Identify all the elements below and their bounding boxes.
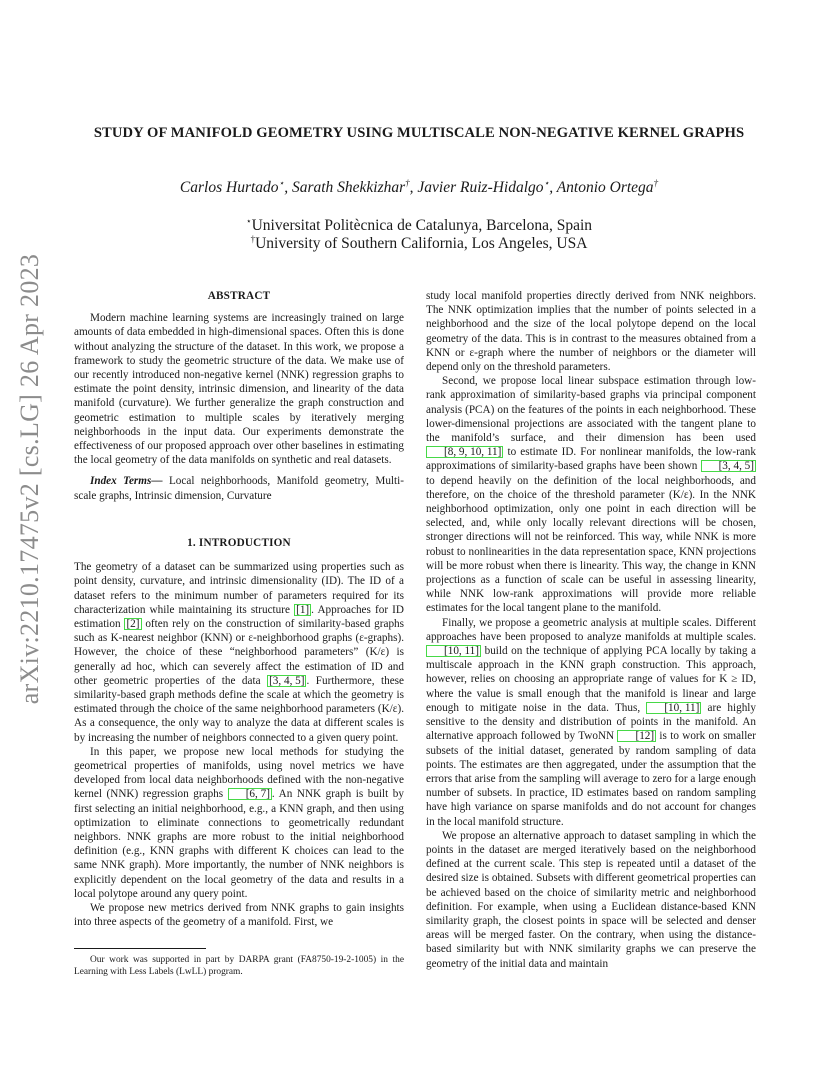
arxiv-stamp: [10, 253, 50, 705]
abstract-heading: ABSTRACT: [207, 290, 271, 302]
index-terms: Index Terms— Local neighborhoods, Manifold geometry, Multi-scale graphs, Intrinsic dimension, Curvature: [74, 475, 404, 502]
author-name: Javier Ruiz-Hidalgo: [417, 179, 544, 197]
paragraph: We propose an alternative approach to dataset sampling in which the points in the dataset are merged iteratively based on the neighborhood defined at the current scale. This step is repeated until a dataset of the desired size is obtained. Subsets with different geometrical properties can be achieved based on the choice of similarity metric and neighborhood definition. For example, when using a Euclidean distance-based KNN similarity graph, the closest points in space will be selected and denser areas will be merged faster. On the contrary, when using the distance-based similarity but with NNK similarity graphs we can preserve the geometry of the initial data and maintain: [426, 829, 756, 970]
section-heading: 1. INTRODUCTION: [187, 537, 291, 549]
citation-link[interactable]: [10, 11]: [426, 645, 481, 657]
citation-link[interactable]: [3, 4, 5]: [701, 460, 756, 472]
paragraph: In this paper, we propose new local methods for studying the geometrical properties of manifolds, using novel metrics we have developed from local data neighborhoods defined with the non-negative kernel (NNK) regression graphs [6, 7] . An NNK graph is built by first selecting an initial neighborhood, e.g., a KNN graph, and then using optimization to eliminate connections to geometrically redundant neighbors. NNK graphs are more robust to the initial neighborhood definition (e.g., KNN graphs with different K choices can lead to the same NNK graph). More importantly, the number of NNK neighbors is explicitly dependent on the local geometry of the data and results in a local polytope around any query point.: [74, 745, 404, 900]
footnote-rule: [74, 948, 206, 949]
citation-link[interactable]: [1]: [296, 603, 310, 616]
author-name: Sarath Shekkizhar: [291, 179, 406, 197]
citation-link[interactable]: [10, 11]: [646, 702, 701, 714]
citation-link[interactable]: [6, 7]: [228, 788, 272, 800]
citation-link[interactable]: [2]: [126, 618, 140, 631]
citation-link[interactable]: [3, 4, 5]: [269, 674, 305, 687]
paragraph: Second, we propose local linear subspace estimation through low-rank approximation of similarity-based graphs via principal component analysis (PCA) on the features of the points in each neighborhood. These lower-dimensional projections are associated with the tangent plane to the manifold’s surface, and their dimension has been used [8, 9, 10, 11] to estimate ID. For nonlinear manifolds, the low-rank approximations of similarity-based graphs have been shown [3, 4, 5] to depend heavily on the definition of the local neighborhoods, and therefore, on the choice of the threshold parameter (K/ε). In the NNK neighborhood optimization, only one point in each direction will be selected, and, while only locally relevant directions will be chosen, stronger directions will not be reinforced. This way, while NNK is more robust to nonlinearities in the data representation space, KNN projections will be more robust when there is linearity. This way, the change in KNN projections as a function of scale can be useful in assessing linearity, while NNK low-rank approximations will provide more reliable estimates for the local tangent plane to the manifold.: [426, 375, 756, 615]
footnote: Our work was supported in part by DARPA grant (FA8750-19-2-1005) in the Learning with Less Labels (LwLL) program.: [74, 955, 404, 977]
paragraph: The geometry of a dataset can be summarized using properties such as point density, curvature, and intrinsic dimensionality (ID). The ID of a dataset refers to the minimum number of parameters required for its characterization while maintaining its structure [1] . Approaches for ID estimation [2] often rely on the construction of similarity-based graphs such as K-nearest neighbor (KNN) or ε-neighborhood graphs (ε-graphs). However, the choice of these “neighborhood parameters” (K/ε) is generally ad hoc, which can severely affect the estimation of ID and other geometric properties of the data [3, 4, 5] . Furthermore, these similarity-based graph methods define the scale at which the geometry is estimated through the choice of the same neighborhood parameters (K/ε). As a consequence, the only way to analyze the data at different scales is by increasing the number of neighbors connected to a given query point.: [74, 561, 404, 744]
citation-link[interactable]: [12]: [617, 730, 656, 742]
abstract-body: Modern machine learning systems are increasingly trained on large amounts of data embedded in high-dimensional spaces. Often this is done without analyzing the structure of the dataset. In this work, we propose a framework to study the geometric structure of the data. We make use of our recently introduced non-negative kernel (NNK) regression graphs to estimate the point density, intrinsic dimension, and linearity of the data manifold (curvature). We further generalize the graph construction and geometric estimation to multiple scales by iteratively merging neighborhoods in the input data. Our experiments demonstrate the effectiveness of our proposed approach over other baselines in estimating the local geometry of the data manifolds on synthetic and real datasets.: [74, 312, 404, 467]
abstract-section: [74, 289, 404, 503]
author-name: Carlos Hurtado: [179, 179, 279, 197]
author-list: Carlos Hurtado⋆, Sarath Shekkizhar†, Javier Ruiz-Hidalgo⋆, Antonio Ortega†: [179, 178, 659, 197]
paragraph: study local manifold properties directly derived from NNK neighbors. The NNK optimization implies that the number of points selected in a neighborhood and the size of the local polytope depend on the local geometry of the data. This is in contrast to the measures obtained from a KNN or ε-graph where the number of neighbors or the diameter will depend only on the threshold parameters.: [426, 290, 756, 374]
author-name: Antonio Ortega: [556, 179, 654, 197]
paragraph: Finally, we propose a geometric analysis at multiple scales. Different approaches have been proposed to analyze manifolds at multiple scales. [10, 11] build on the technique of applying PCA locally by taking a multiscale approach in the KNN graph construction. This approach, however, relies on choosing an appropriate range of values for K ≥ ID, where the value is small enough that the manifold is linear and large enough to mitigate noise in the data. Thus, [10, 11] are highly sensitive to the density and distribution of points in the manifold. An alternative approach followed by TwoNN [12] is to work on smaller subsets of the initial dataset, generated by random sampling of data points. The estimates are then aggregated, under the assumption that the errors that arise from the sampling will average to zero for a large enough number of subsets. In practice, ID estimates based on random sampling have high variance on sparse manifolds and do not account for changes in the local manifold structure.: [426, 616, 757, 828]
author-mark: †: [653, 178, 659, 188]
author-mark: †: [405, 178, 410, 188]
author-mark: ⋆: [543, 178, 550, 188]
affiliation: †University of Southern California, Los Angeles, USA: [250, 234, 588, 253]
affiliation: ⋆Universitat Politècnica de Catalunya, Barcelona, Spain: [245, 216, 593, 235]
citation-link[interactable]: [8, 9, 10, 11]: [426, 446, 503, 458]
right-column: [426, 289, 756, 971]
author-mark: ⋆: [278, 178, 285, 188]
arxiv-identifier: arXiv:2210.17475v2 [cs.LG] 26 Apr 2023: [15, 253, 44, 705]
paragraph: We propose new metrics derived from NNK graphs to gain insights into three aspects of the geometry of a manifold. First, we: [74, 902, 404, 929]
paper-title: STUDY OF MANIFOLD GEOMETRY USING MULTISCALE NON-NEGATIVE KERNEL GRAPHS: [93, 125, 745, 141]
introduction-section: [74, 536, 404, 929]
